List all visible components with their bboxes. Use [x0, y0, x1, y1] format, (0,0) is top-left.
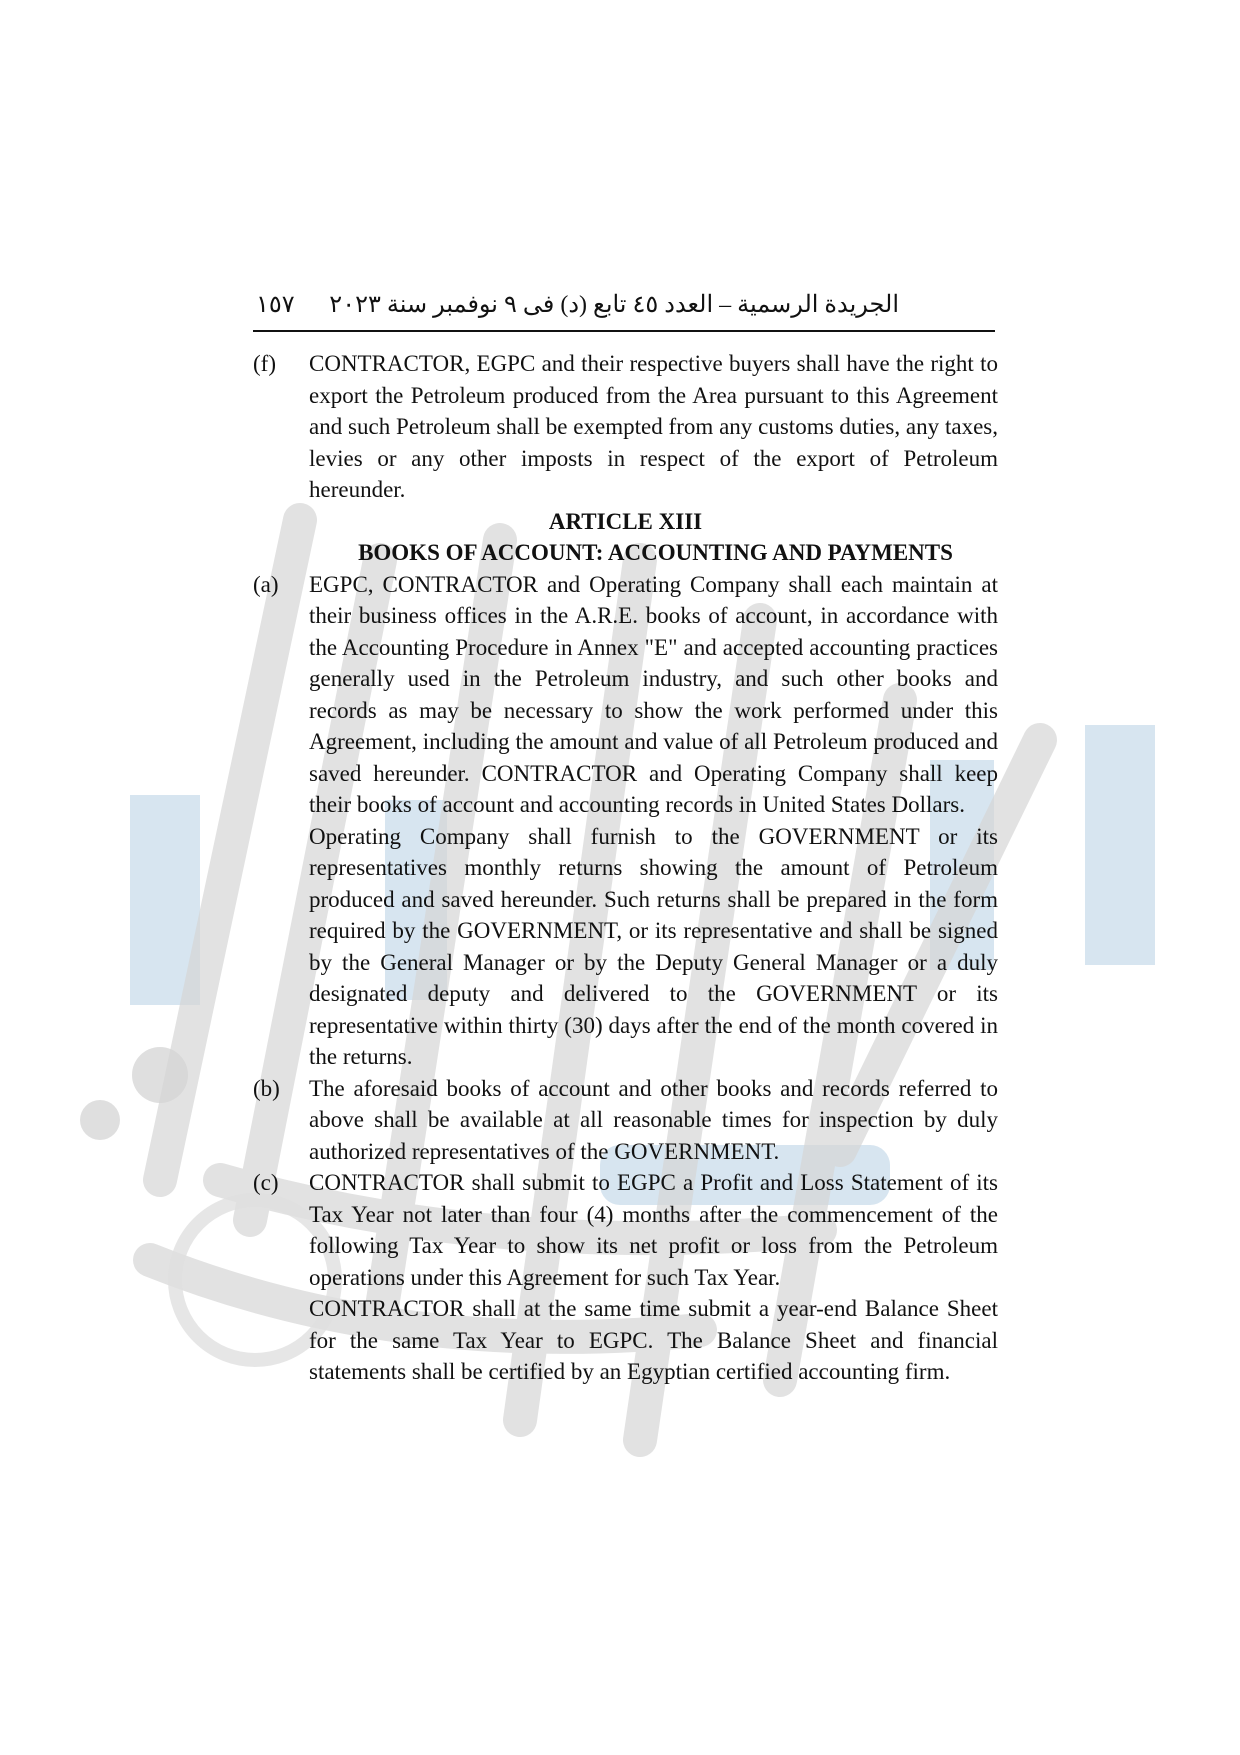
- article-number: ARTICLE XIII: [548, 508, 703, 534]
- paragraph-body: [309, 1073, 998, 1168]
- paragraph-a: [253, 569, 998, 1073]
- paragraph-label: (b): [253, 1075, 280, 1101]
- paragraph-label: (f): [253, 351, 276, 376]
- paragraph-text: EGPC, CONTRACTOR and Operating Company shall each maintain at their business offices in the A.R.E. books of account, in accordance with the Accounting Procedure in Annex "E" and accepted accounting practices generally used in the Petroleum industry, and such other books and records as may be necessary to show the work performed under this Agreement, including the amount and value of all Petroleum produced and saved hereunder. CONTRACTOR and Operating Company shall keep their books of account and accounting records in United States Dollars.: [309, 571, 998, 817]
- paragraph-label: (c): [253, 1170, 279, 1195]
- paragraph-text: The aforesaid books of account and other books and records referred to above shall be available at all reasonable times for inspection by duly authorized representatives of the GOVERNMENT.: [309, 1075, 998, 1164]
- paragraph-f: [253, 348, 998, 506]
- article-title: BOOKS OF ACCOUNT: ACCOUNTING AND PAYMENTS: [358, 540, 953, 565]
- paragraph-text: CONTRACTOR shall submit to EGPC a Profit and Loss Statement of its Tax Year not later than four (4) months after the commencement of the following Tax Year to show its net profit or loss from the Petroleum operations under this Agreement for such Tax Year.: [309, 1170, 998, 1290]
- paragraph-label: (a): [253, 571, 279, 597]
- paragraph-body: [309, 348, 998, 506]
- paragraph-text: Operating Company shall furnish to the GOVERNMENT or its representatives monthly returns showing the amount of Petroleum produced and saved hereunder. Such returns shall be prepared in the form required by the GOVERNMENT, or its representative and shall be signed by the General Manager or by the Deputy General Manager or a duly designated deputy and delivered to the GOVERNMENT or its representative within thirty (30) days after the end of the month covered in the returns.: [309, 823, 998, 1069]
- paragraph-text: CONTRACTOR shall at the same time submit a year-end Balance Sheet for the same Tax Year to EGPC. The Balance Sheet and financial statements shall be certified by an Egyptian certified accounting firm.: [309, 1296, 998, 1384]
- document-body: [253, 348, 998, 1388]
- paragraph-body: [309, 569, 998, 1073]
- paragraph-c: [253, 1167, 998, 1388]
- paragraph-b: [253, 1073, 998, 1168]
- paragraph-text: CONTRACTOR, EGPC and their respective buyers shall have the right to export the Petroleum produced from the Area pursuant to this Agreement and such Petroleum shall be exempted from any customs duties, any taxes, levies or any other imposts in respect of the export of Petroleum hereunder.: [309, 351, 998, 502]
- page-header: [253, 286, 995, 332]
- page-number: ١٥٧: [256, 292, 295, 318]
- paragraph-body: [309, 1167, 998, 1388]
- gazette-title: الجريدة الرسمية – العدد ٤٥ تابع (د) فى ٩ نوفمبر سنة ٢٠٢٣: [329, 292, 899, 318]
